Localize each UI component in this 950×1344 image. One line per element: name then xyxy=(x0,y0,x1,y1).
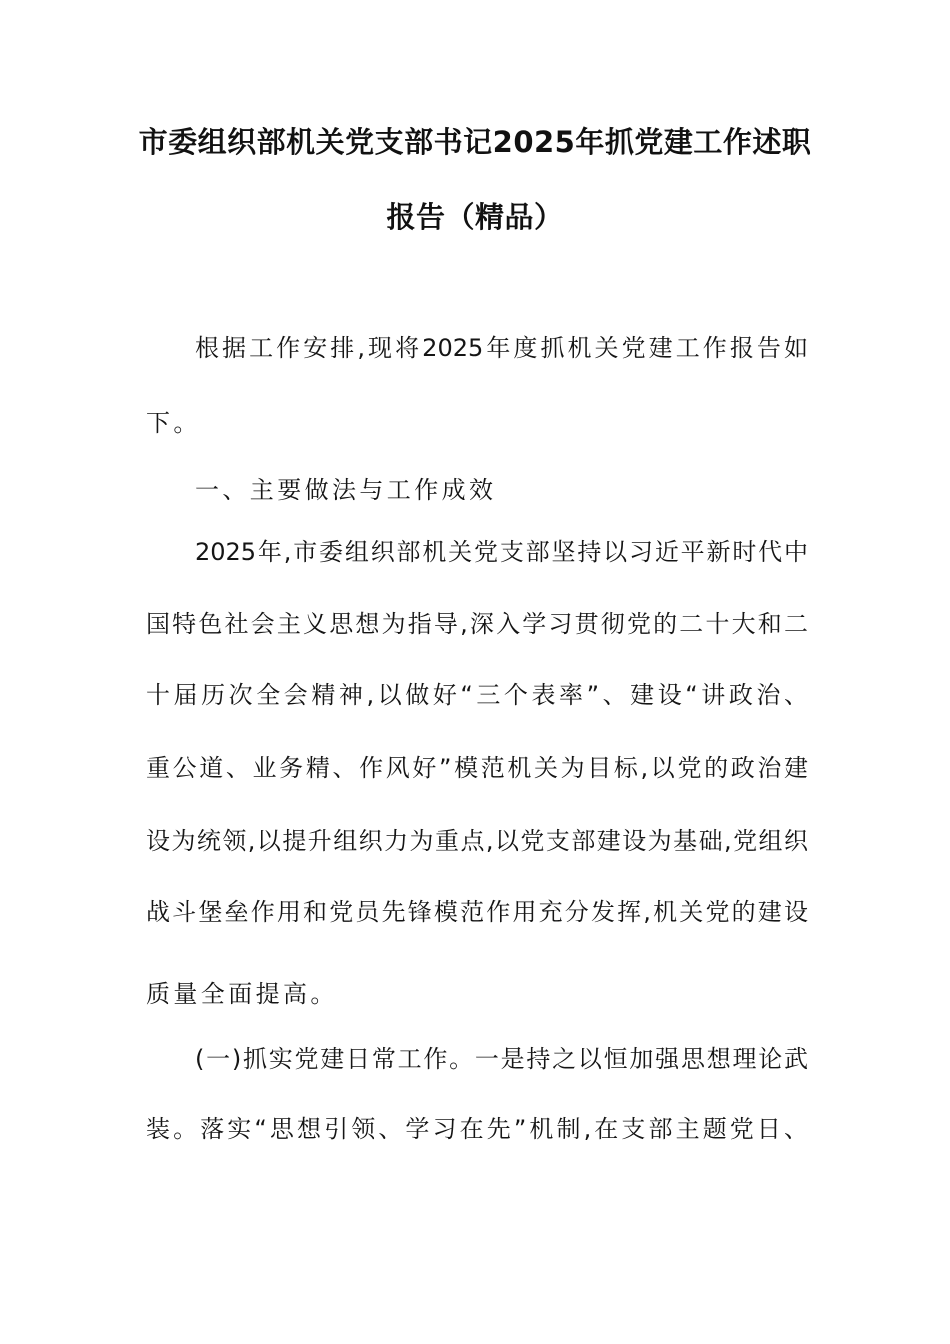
subsection-1-paragraph-line-2: 装。落实“思想引领、学习在先”机制,在支部主题党日、 xyxy=(146,1115,808,1143)
section-1-paragraph-line-7: 质量全面提高。 xyxy=(146,980,338,1008)
section-1-paragraph-line-5: 设为统领,以提升组织力为重点,以党支部建设为基础,党组织 xyxy=(146,827,808,855)
section-1-paragraph-line-1: 2025年,市委组织部机关党支部坚持以习近平新时代中 xyxy=(195,538,808,566)
section-1-paragraph-line-2: 国特色社会主义思想为指导,深入学习贯彻党的二十大和二 xyxy=(146,610,808,638)
intro-paragraph-line-2: 下。 xyxy=(146,409,201,437)
section-heading-1: 一、主要做法与工作成效 xyxy=(195,476,497,504)
section-1-paragraph-line-3: 十届历次全会精神,以做好“三个表率”、建设“讲政治、 xyxy=(146,681,808,709)
document-title-line-1: 市委组织部机关党支部书记2025年抓党建工作述职 xyxy=(138,125,812,159)
section-1-paragraph-line-4: 重公道、业务精、作风好”模范机关为目标,以党的政治建 xyxy=(146,754,808,782)
intro-paragraph-line-1: 根据工作安排,现将2025年度抓机关党建工作报告如 xyxy=(195,334,808,362)
document-title-line-2: 报告（精品） xyxy=(386,200,564,234)
subsection-1-paragraph-line-1: (一)抓实党建日常工作。一是持之以恒加强思想理论武 xyxy=(195,1045,808,1073)
section-1-paragraph-line-6: 战斗堡垒作用和党员先锋模范作用充分发挥,机关党的建设 xyxy=(146,898,808,926)
